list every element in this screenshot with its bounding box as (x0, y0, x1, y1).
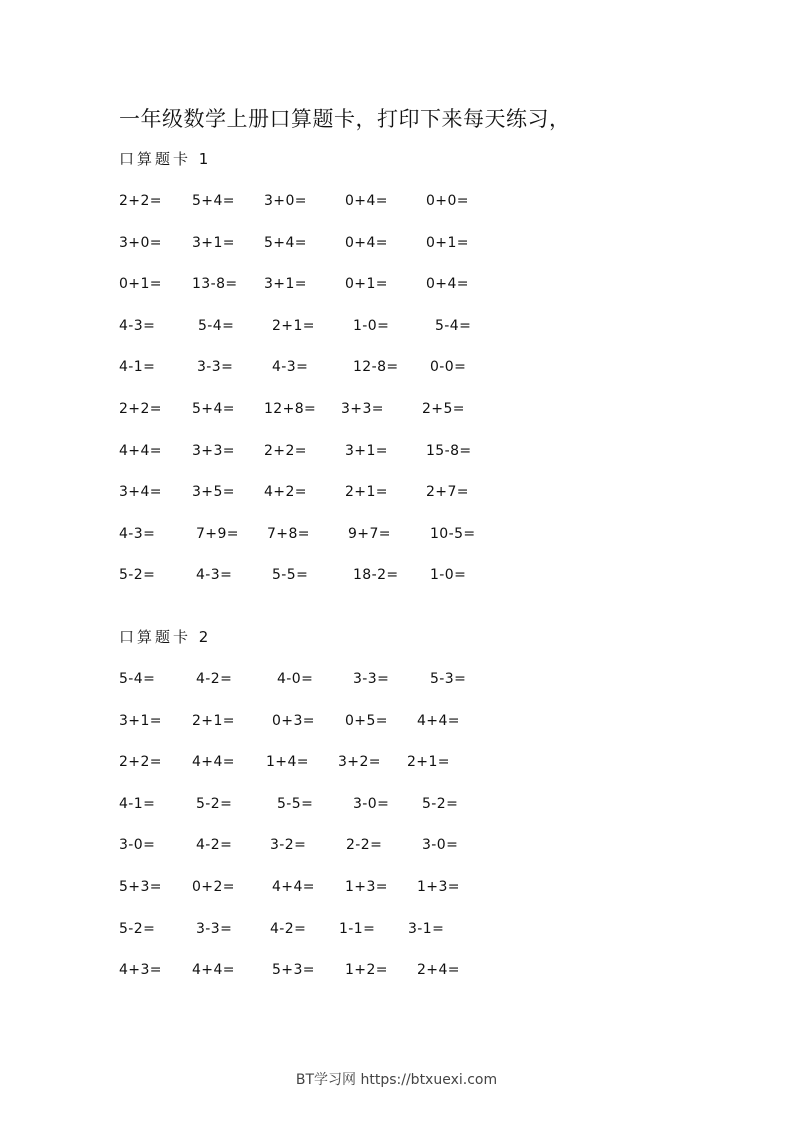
arithmetic-problem: 3-1= (408, 920, 445, 937)
document-title: 一年级数学上册口算题卡，打印下来每天练习， (119, 107, 571, 131)
arithmetic-problem: 13-8= (192, 276, 238, 293)
arithmetic-problem: 0+3= (272, 712, 315, 729)
arithmetic-problem: 3-3= (197, 359, 234, 376)
arithmetic-problem: 2+4= (417, 962, 460, 979)
arithmetic-problem: 5+3= (119, 878, 162, 895)
arithmetic-problem: 5+4= (264, 234, 307, 251)
arithmetic-problem: 2+1= (192, 712, 235, 729)
arithmetic-problem: 3-0= (422, 837, 459, 854)
arithmetic-problem: 5-5= (272, 567, 309, 584)
arithmetic-problem: 4-0= (277, 671, 314, 687)
arithmetic-problem: 0+0= (426, 193, 469, 209)
arithmetic-problem: 4+4= (192, 962, 235, 979)
arithmetic-problem: 4+4= (272, 878, 315, 895)
arithmetic-problem: 3+5= (192, 484, 235, 501)
arithmetic-problem: 3-3= (196, 920, 233, 937)
arithmetic-problem: 10-5= (430, 525, 476, 542)
arithmetic-problem: 4-1= (119, 795, 156, 812)
arithmetic-problem: 5-2= (119, 920, 156, 937)
arithmetic-problem: 4-3= (119, 317, 156, 334)
arithmetic-problem: 5-2= (119, 567, 156, 584)
arithmetic-problem: 3+0= (264, 193, 307, 209)
arithmetic-problem: 3-2= (270, 837, 307, 854)
arithmetic-problem: 0-0= (430, 359, 467, 376)
arithmetic-problem: 2+2= (119, 400, 162, 417)
footer-site-link[interactable]: BT学习网 https://btxuexi.com (295, 1072, 498, 1088)
arithmetic-problem: 5+4= (192, 193, 235, 209)
arithmetic-problem: 4-3= (272, 359, 309, 376)
arithmetic-problem: 2+5= (422, 400, 465, 417)
arithmetic-problem: 0+4= (426, 276, 469, 293)
arithmetic-problem: 12-8= (353, 359, 399, 376)
arithmetic-problem: 2+2= (119, 193, 162, 209)
arithmetic-problem: 0+5= (345, 712, 388, 729)
arithmetic-problem: 2+1= (272, 317, 315, 334)
arithmetic-problem: 2+7= (426, 484, 469, 501)
arithmetic-problem: 0+1= (119, 276, 162, 293)
arithmetic-problem: 3+3= (341, 400, 384, 417)
arithmetic-problem: 12+8= (264, 400, 317, 417)
arithmetic-problem: 2-2= (346, 837, 383, 854)
arithmetic-problem: 4-2= (196, 837, 233, 854)
arithmetic-problem: 3-0= (353, 795, 390, 812)
arithmetic-problem: 5-4= (198, 317, 235, 334)
arithmetic-problem: 1-1= (339, 920, 376, 937)
arithmetic-problem: 3+4= (119, 484, 162, 501)
arithmetic-problem: 5-4= (435, 317, 472, 334)
arithmetic-problem: 4+4= (417, 712, 460, 729)
arithmetic-problem: 4-3= (119, 525, 156, 542)
arithmetic-problem: 4-2= (270, 920, 307, 937)
arithmetic-problem: 3+1= (192, 234, 235, 251)
card-2-heading: 口算题卡 2 (119, 628, 212, 646)
arithmetic-problem: 5-5= (277, 795, 314, 812)
arithmetic-problem: 7+9= (196, 525, 239, 542)
arithmetic-problem: 3-0= (119, 837, 156, 854)
arithmetic-problem: 3+3= (192, 442, 235, 459)
arithmetic-problem: 2+1= (407, 754, 450, 771)
arithmetic-problem: 3-3= (353, 671, 390, 687)
arithmetic-problem: 3+1= (119, 712, 162, 729)
arithmetic-problem: 3+1= (345, 442, 388, 459)
arithmetic-problem: 5-3= (430, 671, 467, 687)
arithmetic-problem: 9+7= (348, 525, 391, 542)
arithmetic-problem: 18-2= (353, 567, 399, 584)
arithmetic-problem: 4+4= (192, 754, 235, 771)
arithmetic-problem: 5-2= (196, 795, 233, 812)
arithmetic-problem: 1+4= (266, 754, 309, 771)
arithmetic-problem: 0+4= (345, 193, 388, 209)
arithmetic-problem: 0+1= (345, 276, 388, 293)
arithmetic-problem: 5+4= (192, 400, 235, 417)
arithmetic-problem: 15-8= (426, 442, 472, 459)
arithmetic-problem: 1+3= (345, 878, 388, 895)
arithmetic-problem: 2+1= (345, 484, 388, 501)
arithmetic-problem: 4+2= (264, 484, 307, 501)
arithmetic-problem: 5-2= (422, 795, 459, 812)
arithmetic-problem: 2+2= (119, 754, 162, 771)
arithmetic-problem: 1-0= (353, 317, 390, 334)
arithmetic-problem: 0+1= (426, 234, 469, 251)
card-1-heading: 口算题卡 1 (119, 150, 212, 168)
arithmetic-problem: 5+3= (272, 962, 315, 979)
arithmetic-problem: 4+3= (119, 962, 162, 979)
arithmetic-problem: 1+3= (417, 878, 460, 895)
arithmetic-problem: 4-2= (196, 671, 233, 687)
arithmetic-problem: 0+2= (192, 878, 235, 895)
arithmetic-problem: 2+2= (264, 442, 307, 459)
arithmetic-problem: 5-4= (119, 671, 156, 687)
arithmetic-problem: 7+8= (267, 525, 310, 542)
arithmetic-problem: 1+2= (345, 962, 388, 979)
arithmetic-problem: 1-0= (430, 567, 467, 584)
arithmetic-problem: 4+4= (119, 442, 162, 459)
arithmetic-problem: 3+2= (338, 754, 381, 771)
arithmetic-problem: 3+1= (264, 276, 307, 293)
arithmetic-problem: 4-3= (196, 567, 233, 584)
arithmetic-problem: 0+4= (345, 234, 388, 251)
arithmetic-problem: 3+0= (119, 234, 162, 251)
arithmetic-problem: 4-1= (119, 359, 156, 376)
